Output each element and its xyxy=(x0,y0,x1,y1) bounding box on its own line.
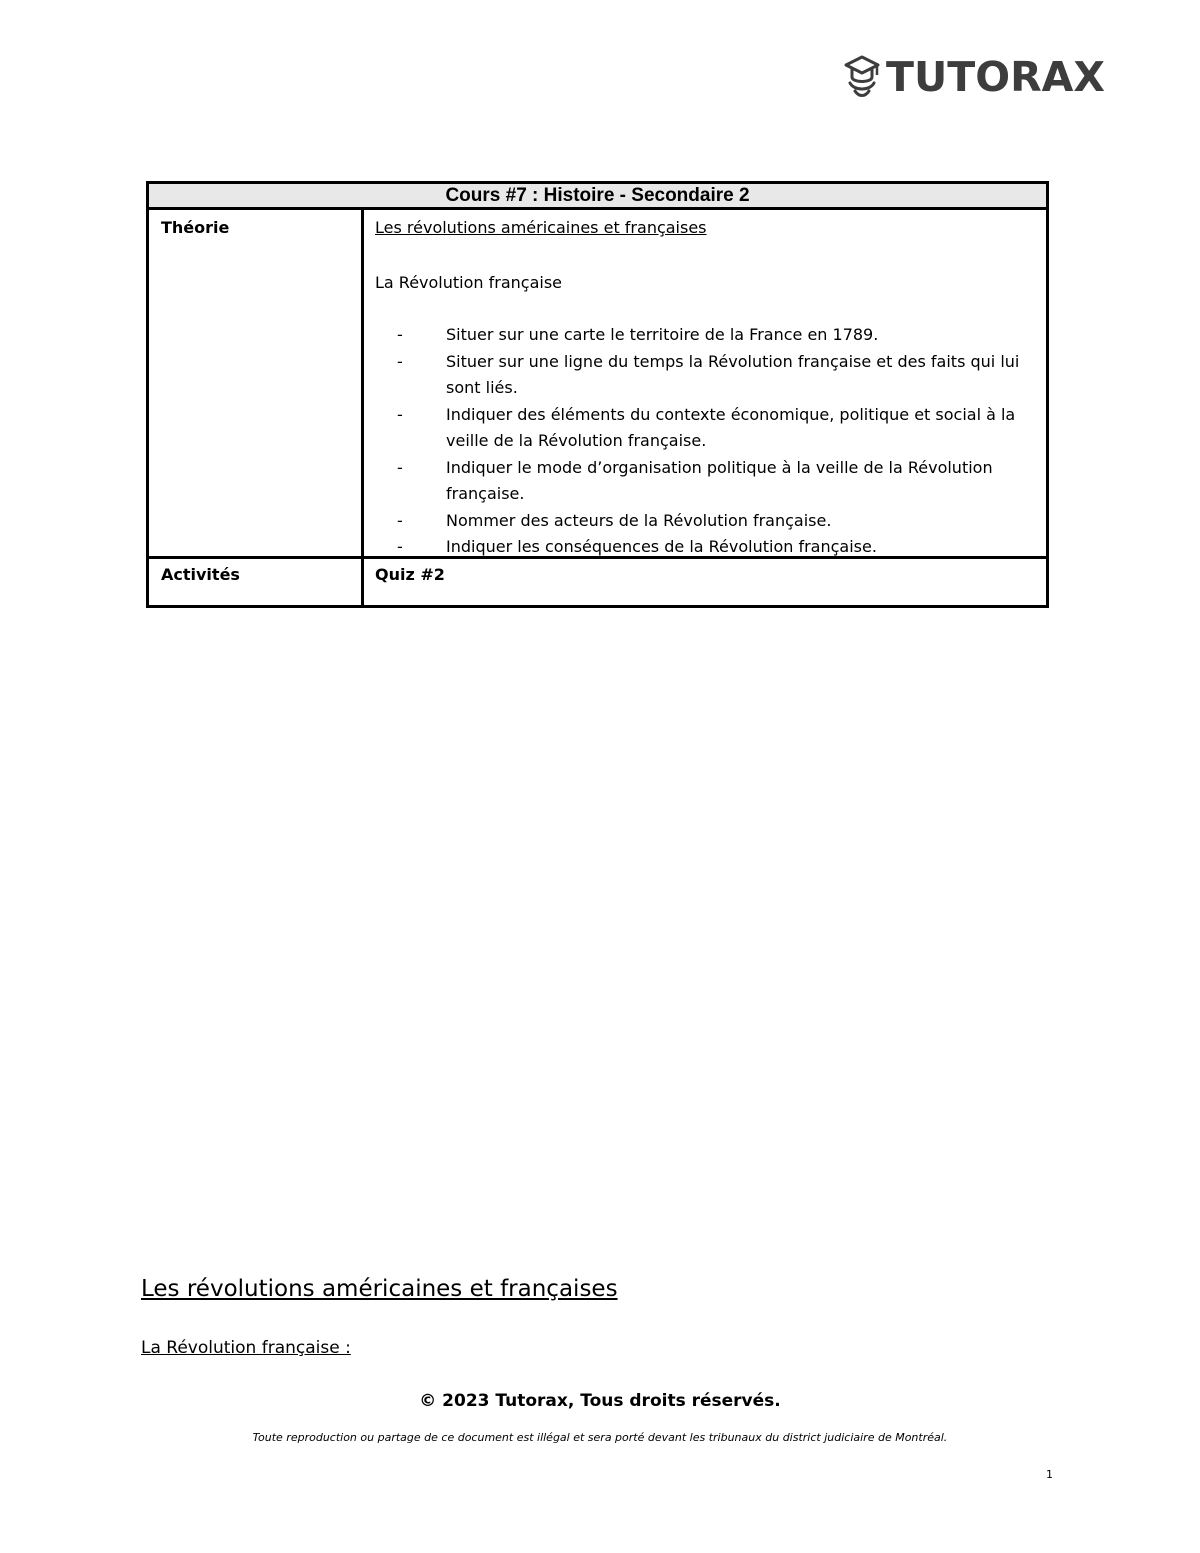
graduation-cap-icon xyxy=(844,53,880,101)
section-title: Les révolutions américaines et françaises xyxy=(141,1276,618,1302)
legal-disclaimer: Toute reproduction ou partage de ce document est illégal et sera porté devant les tribunaux du district judiciaire de Montréal. xyxy=(252,1431,948,1444)
objective-text: Situer sur une carte le territoire de la France en 1789. xyxy=(446,325,879,344)
bullet-dash: - xyxy=(397,510,403,530)
list-item xyxy=(375,534,1040,561)
bullet-dash: - xyxy=(397,457,403,477)
list-item xyxy=(375,322,1040,349)
bullet-dash: - xyxy=(397,325,403,344)
topic-title: Les révolutions américaines et françaises xyxy=(375,218,707,237)
objective-text: Indiquer le mode d’organisation politique à la veille de la Révolution française. xyxy=(446,457,993,503)
bullet-dash: - xyxy=(397,351,403,371)
objectives-list xyxy=(375,322,1040,561)
quiz-label: Quiz #2 xyxy=(375,565,445,584)
objective-text: Indiquer les conséquences de la Révolution française. xyxy=(446,537,877,556)
list-item xyxy=(375,508,1040,535)
topic-subtitle: La Révolution française xyxy=(375,273,563,292)
page-number: 1 xyxy=(1046,1468,1053,1481)
row-label-theorie: Théorie xyxy=(161,218,230,237)
list-item xyxy=(375,349,1040,402)
table-header: Cours #7 : Histoire - Secondaire 2 xyxy=(149,184,1046,210)
list-item xyxy=(375,402,1040,455)
objective-text: Nommer des acteurs de la Révolution française. xyxy=(446,510,832,530)
tutorax-logo xyxy=(844,52,1105,102)
objective-text: Indiquer des éléments du contexte économique, politique et social à la veille de la Révolution française. xyxy=(446,404,1016,450)
course-table xyxy=(146,181,1049,608)
row-label-activites: Activités xyxy=(161,565,240,584)
section-subtitle: La Révolution française : xyxy=(141,1338,351,1358)
copyright-notice: © 2023 Tutorax, Tous droits réservés. xyxy=(419,1391,781,1411)
bullet-dash: - xyxy=(397,537,403,556)
bullet-dash: - xyxy=(397,404,403,424)
logo-text: TUTORAX xyxy=(886,53,1105,101)
list-item xyxy=(375,455,1040,508)
objective-text: Situer sur une ligne du temps la Révolution française et des faits qui lui sont liés. xyxy=(446,351,1020,397)
column-divider xyxy=(361,210,364,608)
